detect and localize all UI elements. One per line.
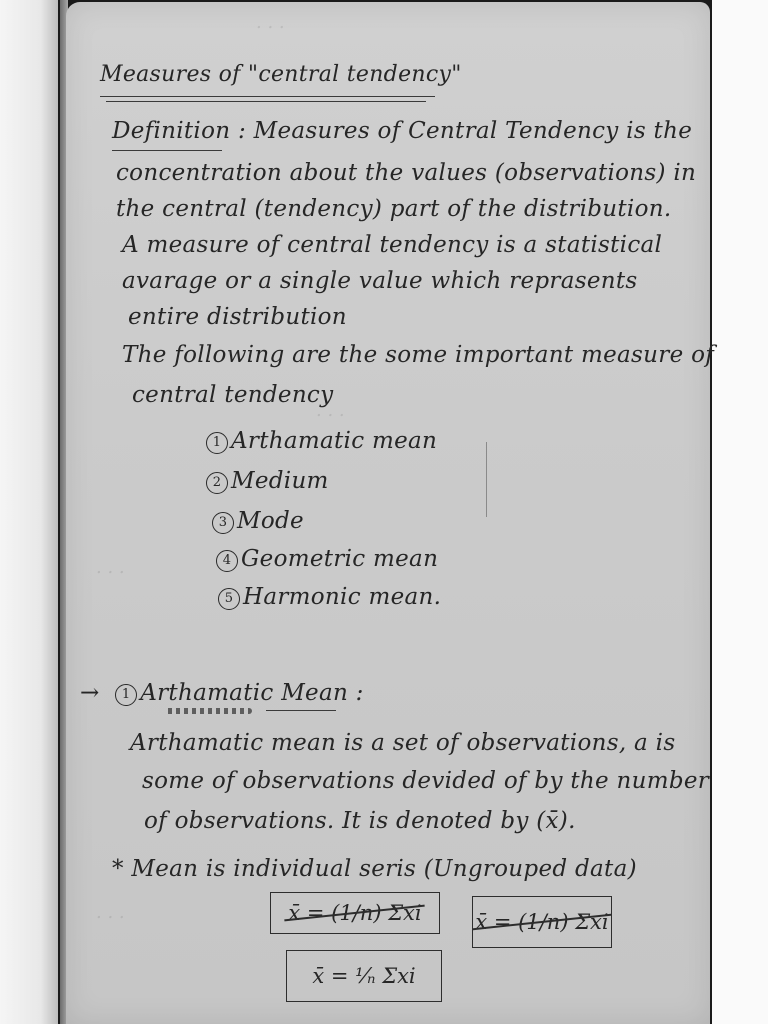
pen-stroke (486, 442, 487, 517)
mean-individual-series-note: * Mean is individual seris (Ungrouped data) (112, 856, 637, 882)
definition-line-5: avarage or a single value which reprasents (122, 268, 638, 294)
formula-text: x̄ = ¹⁄ₙ Σxi (312, 964, 416, 988)
definition-line-2: concentration about the values (observations) in (116, 160, 697, 186)
measure-label: Medium (231, 468, 329, 494)
measure-label: Arthamatic mean (231, 428, 438, 454)
definition-line-3: the central (tendency) part of the distribution. (116, 196, 672, 222)
measure-label: Harmonic mean. (243, 584, 442, 610)
measure-label: Geometric mean (241, 546, 439, 572)
measure-item-5 (218, 584, 441, 610)
bleed-through-text: . . . (96, 902, 125, 923)
measure-label: Mode (237, 508, 304, 534)
formula-text: x̄ = (1/n) Σxi (288, 901, 422, 925)
item-number: 2 (206, 472, 228, 494)
background-left-strip (0, 0, 58, 1024)
definition-label: Definition : (112, 118, 247, 144)
definition-line-6: entire distribution (128, 304, 347, 330)
heading-wavy-underline (164, 708, 252, 714)
following-line-2: central tendency (132, 382, 334, 408)
definition-text: Measures of Central Tendency is the (253, 118, 693, 144)
title-underline (106, 101, 426, 102)
section-line-2: some of observations devided of by the number (142, 768, 710, 794)
bleed-through-text: . . . (96, 557, 125, 578)
measure-item-3 (212, 508, 304, 534)
arrow-icon: → (80, 680, 100, 706)
measure-item-4 (216, 546, 438, 572)
section-heading-row (80, 680, 364, 706)
section-number: 1 (115, 684, 137, 706)
bleed-through-text: . . . (316, 400, 345, 421)
formula-box-3 (286, 950, 442, 1002)
section-line-3: of observations. It is denoted by (x̄). (144, 808, 576, 834)
bleed-through-text: . . . (256, 12, 285, 33)
definition-line-1 (112, 118, 692, 144)
formula-box-2 (472, 896, 612, 948)
item-number: 1 (206, 432, 228, 454)
following-line-1: The following are the some important measure of (122, 342, 715, 368)
definition-underline (112, 150, 222, 151)
definition-line-4: A measure of central tendency is a statistical (122, 232, 663, 258)
title-underline (100, 96, 435, 97)
item-number: 3 (212, 512, 234, 534)
section-heading: Arthamatic Mean : (140, 680, 364, 706)
item-number: 4 (216, 550, 238, 572)
measure-item-1 (206, 428, 437, 454)
heading-underline (266, 710, 336, 711)
page-title: Measures of "central tendency" (100, 62, 462, 87)
background-right-strip (712, 0, 768, 1024)
measure-item-2 (206, 468, 329, 494)
formula-text: x̄ = (1/n) Σxi (475, 910, 609, 934)
formula-box-1 (270, 892, 440, 934)
item-number: 5 (218, 588, 240, 610)
section-line-1: Arthamatic mean is a set of observations, a is (130, 730, 676, 756)
notebook-page (66, 2, 715, 1024)
